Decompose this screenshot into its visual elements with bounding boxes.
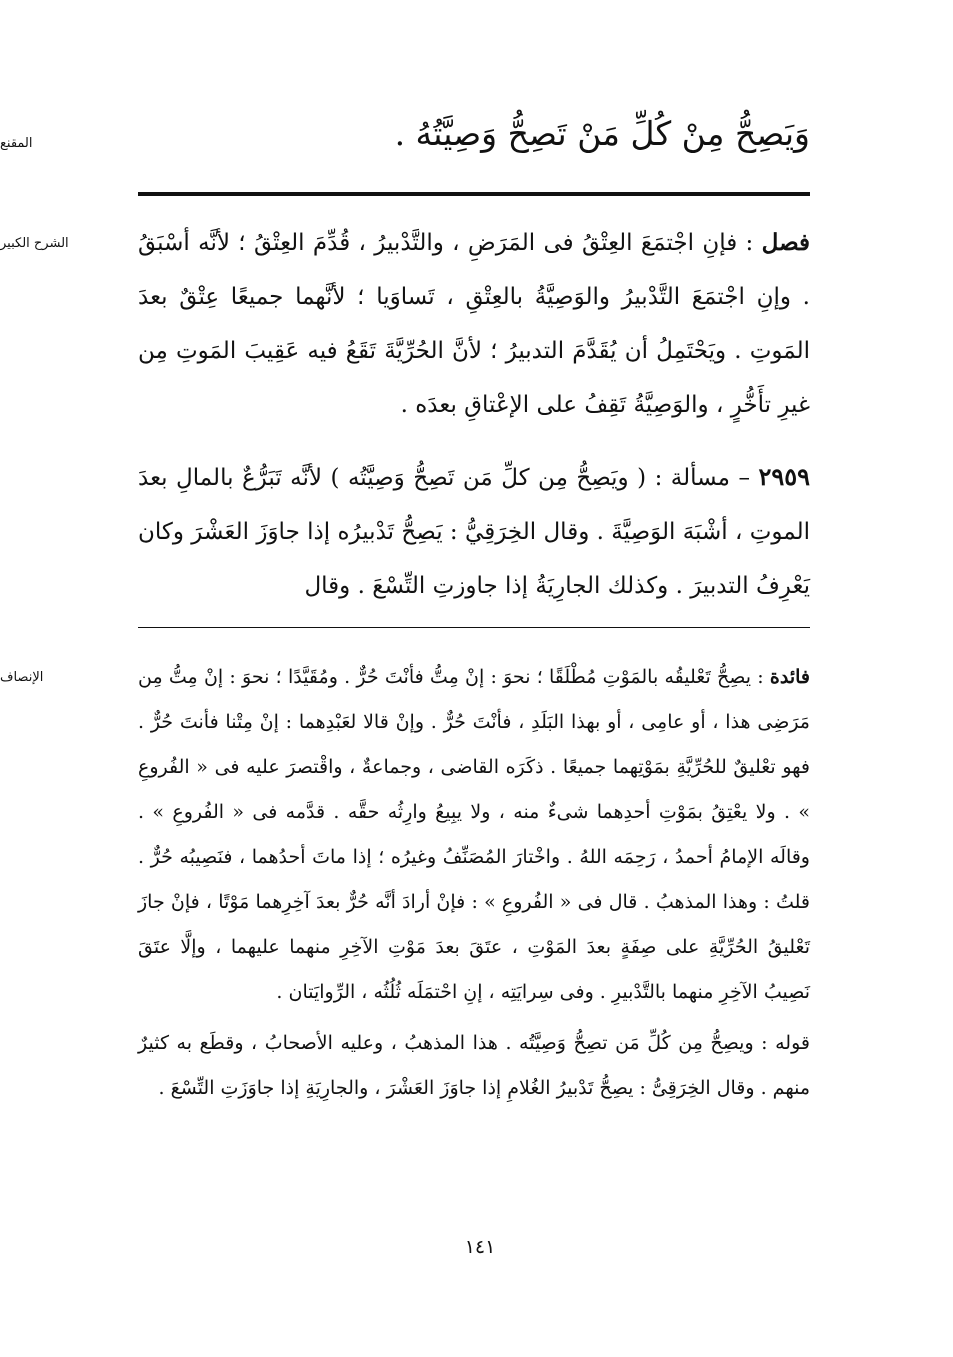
- masala-number: ٢٩٥٩: [758, 462, 811, 491]
- faida-text: : يصِحُّ تَعْليقُه بالمَوْتِ مُطْلَقًا ؛ نحوَ : إنْ مِتُّ فأنْتَ حُرٌّ . ومُقَيَّدًا ؛ نحوَ : إنْ مِتُّ مِن مَرَضِى هذا ، أو عامِى ، أو بهذا البَلَدِ ، فأنْتَ حُرٌّ . وإنْ قالا لعَبْدِهما : إنْ مِتْنا فأنتَ حُرٌّ . فهو تعْليقٌ للحُرِّيَّةِ بمَوْتِهما جميعًا . ذكَرَه القاضى ، وجماعةٌ ، واقْتصرَ عليه فى « الفُروعِ » . ولا يعْتِقُ بمَوْتِ أحدِهما شىءٌ منه ، ولا يبِيعُ وارِثُه حقَّه . قدَّمه فى « الفُروعِ » . وقالَه الإمامُ أحمدُ ، رَحِمَه اللهُ . واخْتارَ المُصَنِّفُ وغيرُه ؛ إذا ماتَ أحدُهما ، فنَصِيبُه حُرٌّ . قلتُ : وهذا المذهبُ . قال فى « الفُروعِ » : فإنْ أرادَ أنَّه حُرٌّ بعدَ آخِرِهما مَوْتًا ، فإنْ جازَ تَعْليقُ الحُرِّيَّةِ على صِفَةٍ بعدَ المَوْتِ ، عتَقَ بعدَ مَوْتِ الآخِرِ منهما عليهما ، وإلَّا عتَقَ نَصِيبُ الآخِرِ منهما بالتَّدْبيرِ . وفى سِرايَتِه ، إنِ احْتمَلَه ثُلُثُه ، الرِّوايَتان .: [138, 666, 810, 1003]
- fasl-label: فصل: [761, 229, 811, 256]
- side-label-sharh: الشرح الكبير: [0, 236, 69, 251]
- side-label-insaf: الإنصاف: [0, 670, 44, 685]
- fasl-text: : فإنِ اجْتمَعَ العِتْقُ فى المَرَضِ ، والتَّدْبيرُ ، قُدِّمَ العِتْقُ ؛ لأنَّه أسْبَقُ . وإنِ اجْتمَعَ التَّدْبيرُ والوَصِيَّةُ بالعِتْقِ ، تَساوَيا ؛ لأنَّهما جميعًا عِتْقٌ بعدَ المَوتِ . ويَحْتَمِلُ أن يُقَدَّمَ التدبيرُ ؛ لأنَّ الحُرِّيَّةَ تَقَعُ فيه عَقِيبَ المَوتِ مِن غيرِ تأَخُّرٍ ، والوَصِيَّةُ تَقِفُ على الإعْتاقِ بعدَه .: [138, 230, 810, 418]
- matn-divider: [138, 192, 810, 196]
- matn-text: وَيَصِحُّ مِنْ كُلِّ مَنْ تَصِحُّ وَصِيَّتُهُ .: [394, 114, 810, 153]
- sharh-section: [138, 216, 810, 613]
- sharh-masala-paragraph: [138, 450, 810, 613]
- page-number: ١٤١: [464, 1236, 496, 1258]
- sharh-fasl-paragraph: [138, 216, 810, 432]
- insaf-faida-paragraph: [138, 655, 810, 1015]
- faida-label: فائدة: [769, 666, 811, 688]
- masala-text: – مسألة : ( ويَصِحُّ مِن كلِّ مَن تَصِحُّ وَصِيَّتُه ) لأنَّه تَبَرُّعٌ بالمالِ بعدَ الموتِ ، أشْبَهَ الوَصِيَّةَ . وقال الخِرَقِيُّ : يَصِحُّ تَدْبيرُه إذا جاوَزَ العَشْرَ وكان يَعْرِفُ التدبيرَ . وكذلك الجارِيَةُ إذا جاوزتِ التِّسْعَ . وقال: [138, 465, 810, 599]
- insaf-section: [138, 655, 810, 1111]
- side-label-muqni: المقنع: [0, 136, 33, 151]
- sharh-divider: [138, 627, 810, 628]
- insaf-qawluh-paragraph: قوله : ويصِحُّ مِن كُلِّ مَن تصِحُّ وَصِيَّتُه . هذا المذهبُ ، وعليه الأصحابُ ، وقطَع به كثيرٌ منهم . وقال الخِرَقِىُّ : يصِحُّ تَدْبيرُ الغُلامِ إذا جاوَزَ العَشْرَ ، والجارِيَةِ إذا جاوَزَتِ التِّسْعَ .: [138, 1032, 810, 1099]
